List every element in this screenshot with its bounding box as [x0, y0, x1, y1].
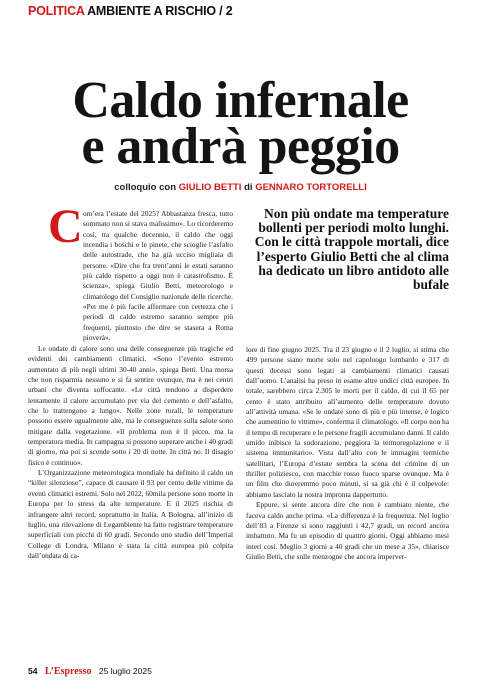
byline-prefix: colloquio con [114, 182, 176, 193]
section-kicker: POLITICA [28, 4, 85, 18]
headline-line-2: e andrà peggio [81, 118, 400, 175]
magazine-logo: L’Espresso [44, 666, 92, 677]
article-paragraph: lore di fine giugno 2025. Tra il 23 giugno e il 2 luglio, si stima che 499 persone siano morte solo nel capoluogo lombardo e 317 di questi decessi sono legati ai cambiamenti climatici causati dall’uomo. L’analisi ha preso in esame altre undici città europee. In totale, sarebbero circa 2.305 le morti per il caldo, di cui il 65 per cento è stato attribuito all’aumento delle temperature dovuto all’attività umana. «Se le ondate sono di più e più intense, è logico che aumentino le vittime», conferma il climatologo. «Il corpo non ha il tempo di recuperare e le persone fragili accumulano danni. Il caldo umido inibisce la sudorazione, peggiora la termoregolazione e il sistema immunitario». Vista dall’alto con le immagini termiche satellitari, l’Europa d’estate sembra la scena del crimine di un thriller poliziesco, con macchie rosso fuoco sparse ovunque. Ma è un film che dureremmo poco minuti, si sa già chi è il colpevole: abbiamo lasciato la nostra impronta dappertutto. [246, 345, 449, 499]
byline-interviewee: GIULIO BETTI [178, 182, 242, 193]
byline-author: GENNARO TORTORELLI [255, 182, 367, 193]
article-paragraph: L’Organizzazione meteorologica mondiale ha definito il caldo un “killer silenzioso”, capace di causare il 93 per cento delle vittime da eventi climatici estremi. Solo nel 2022, 60mila persone sono morte in Europa per lo stress da alte temperature. E il 2025 rischia di infrangere altri record, soprattutto in Italia. A Bologna, all’inizio di luglio, una rilevazione di Legambiente ha fatto registrare temperature superficiali con picchi di 60 gradi. Secondo uno studio dell’Imperial College di Londra, Milano è stata la città europea più colpita dall’ondata di ca- [28, 468, 233, 560]
page-number: 54 [28, 666, 38, 676]
issue-date: 25 luglio 2025 [98, 666, 152, 676]
article-column-left [28, 344, 233, 561]
byline [0, 182, 481, 193]
article-column-lead [83, 209, 233, 343]
article-column-right [246, 345, 449, 562]
page-footer [28, 666, 152, 677]
drop-cap: C [48, 200, 83, 253]
article-paragraph: Eppure, si sente ancora dire che non è cambiato niente, che faceva caldo anche prima. «La differenza è la frequenza. Nel luglio dell’83 a Firenze si sono raggiunti i 42,7 gradi, un record ancora imbattuto. Ma fu un episodio di quattro giorni. Oggi abbiamo mesi interi così. Meglio 3 giorni a 40 gradi che un mese a 35», chiarisce Giulio Betti, che sulle menzogne che ancora imperver- [246, 500, 449, 561]
article-paragraph: om’era l’estate del 2025? Abbastanza fresca, tutto sommato non si stava malissimo». Lo ricorderemo così, tra qualche decennio, il caldo che oggi incendia i boschi e le pinete, che scioglie l’asfalto delle autostrade, che ha già ucciso migliaia di persone. «Dire che fra trent’anni le estati saranno più calde rispetto a oggi non è catastrofismo. È scienza», spiega Giulio Betti, meteorologo e climatologo del Consiglio nazionale delle ricerche. «Per me è più facile affermare con certezza che i periodi di caldo estremo saranno sempre più frequenti, piuttosto che dire se stasera a Roma pioverà». [83, 209, 233, 343]
headline-line-1: Caldo infernale [72, 72, 409, 129]
byline-mid: di [244, 182, 253, 193]
section-rubric: AMBIENTE A RISCHIO / 2 [87, 4, 233, 18]
pull-quote: Non più ondate ma temperature bollenti per periodi molto lunghi. Con le città trappole mortali, dice l’esperto Giulio Betti che al clima ha dedicato un libro antidoto alle bufale [254, 206, 449, 293]
section-header [28, 4, 232, 18]
article-paragraph: Le ondate di calore sono una delle conseguenze più tragiche ed evidenti dei cambiamenti climatici. «Sono l’evento estremo aumentato di più negli ultimi 30-40 anni», spiega Betti. Una morsa che non risparmia nessuno e si fa sentire ovunque, ma è nei centri urbani che diventa soffocante. «Le città tendono a disperdere lentamente il calore accumulato per via del cemento e dell’asfalto, che lo trattengono a lungo». Nelle zone rurali, le temperature possono essere ugualmente alte, ma le conseguenze sulla salute sono mitigate dalla vegetazione. «Il problema non è il picco, ma la temperatura media. In campagna si possono superare anche i 40 gradi di giorno, ma poi si scende sotto i 20 di notte. In città no. Il disagio fisico è continuo». [28, 344, 233, 467]
